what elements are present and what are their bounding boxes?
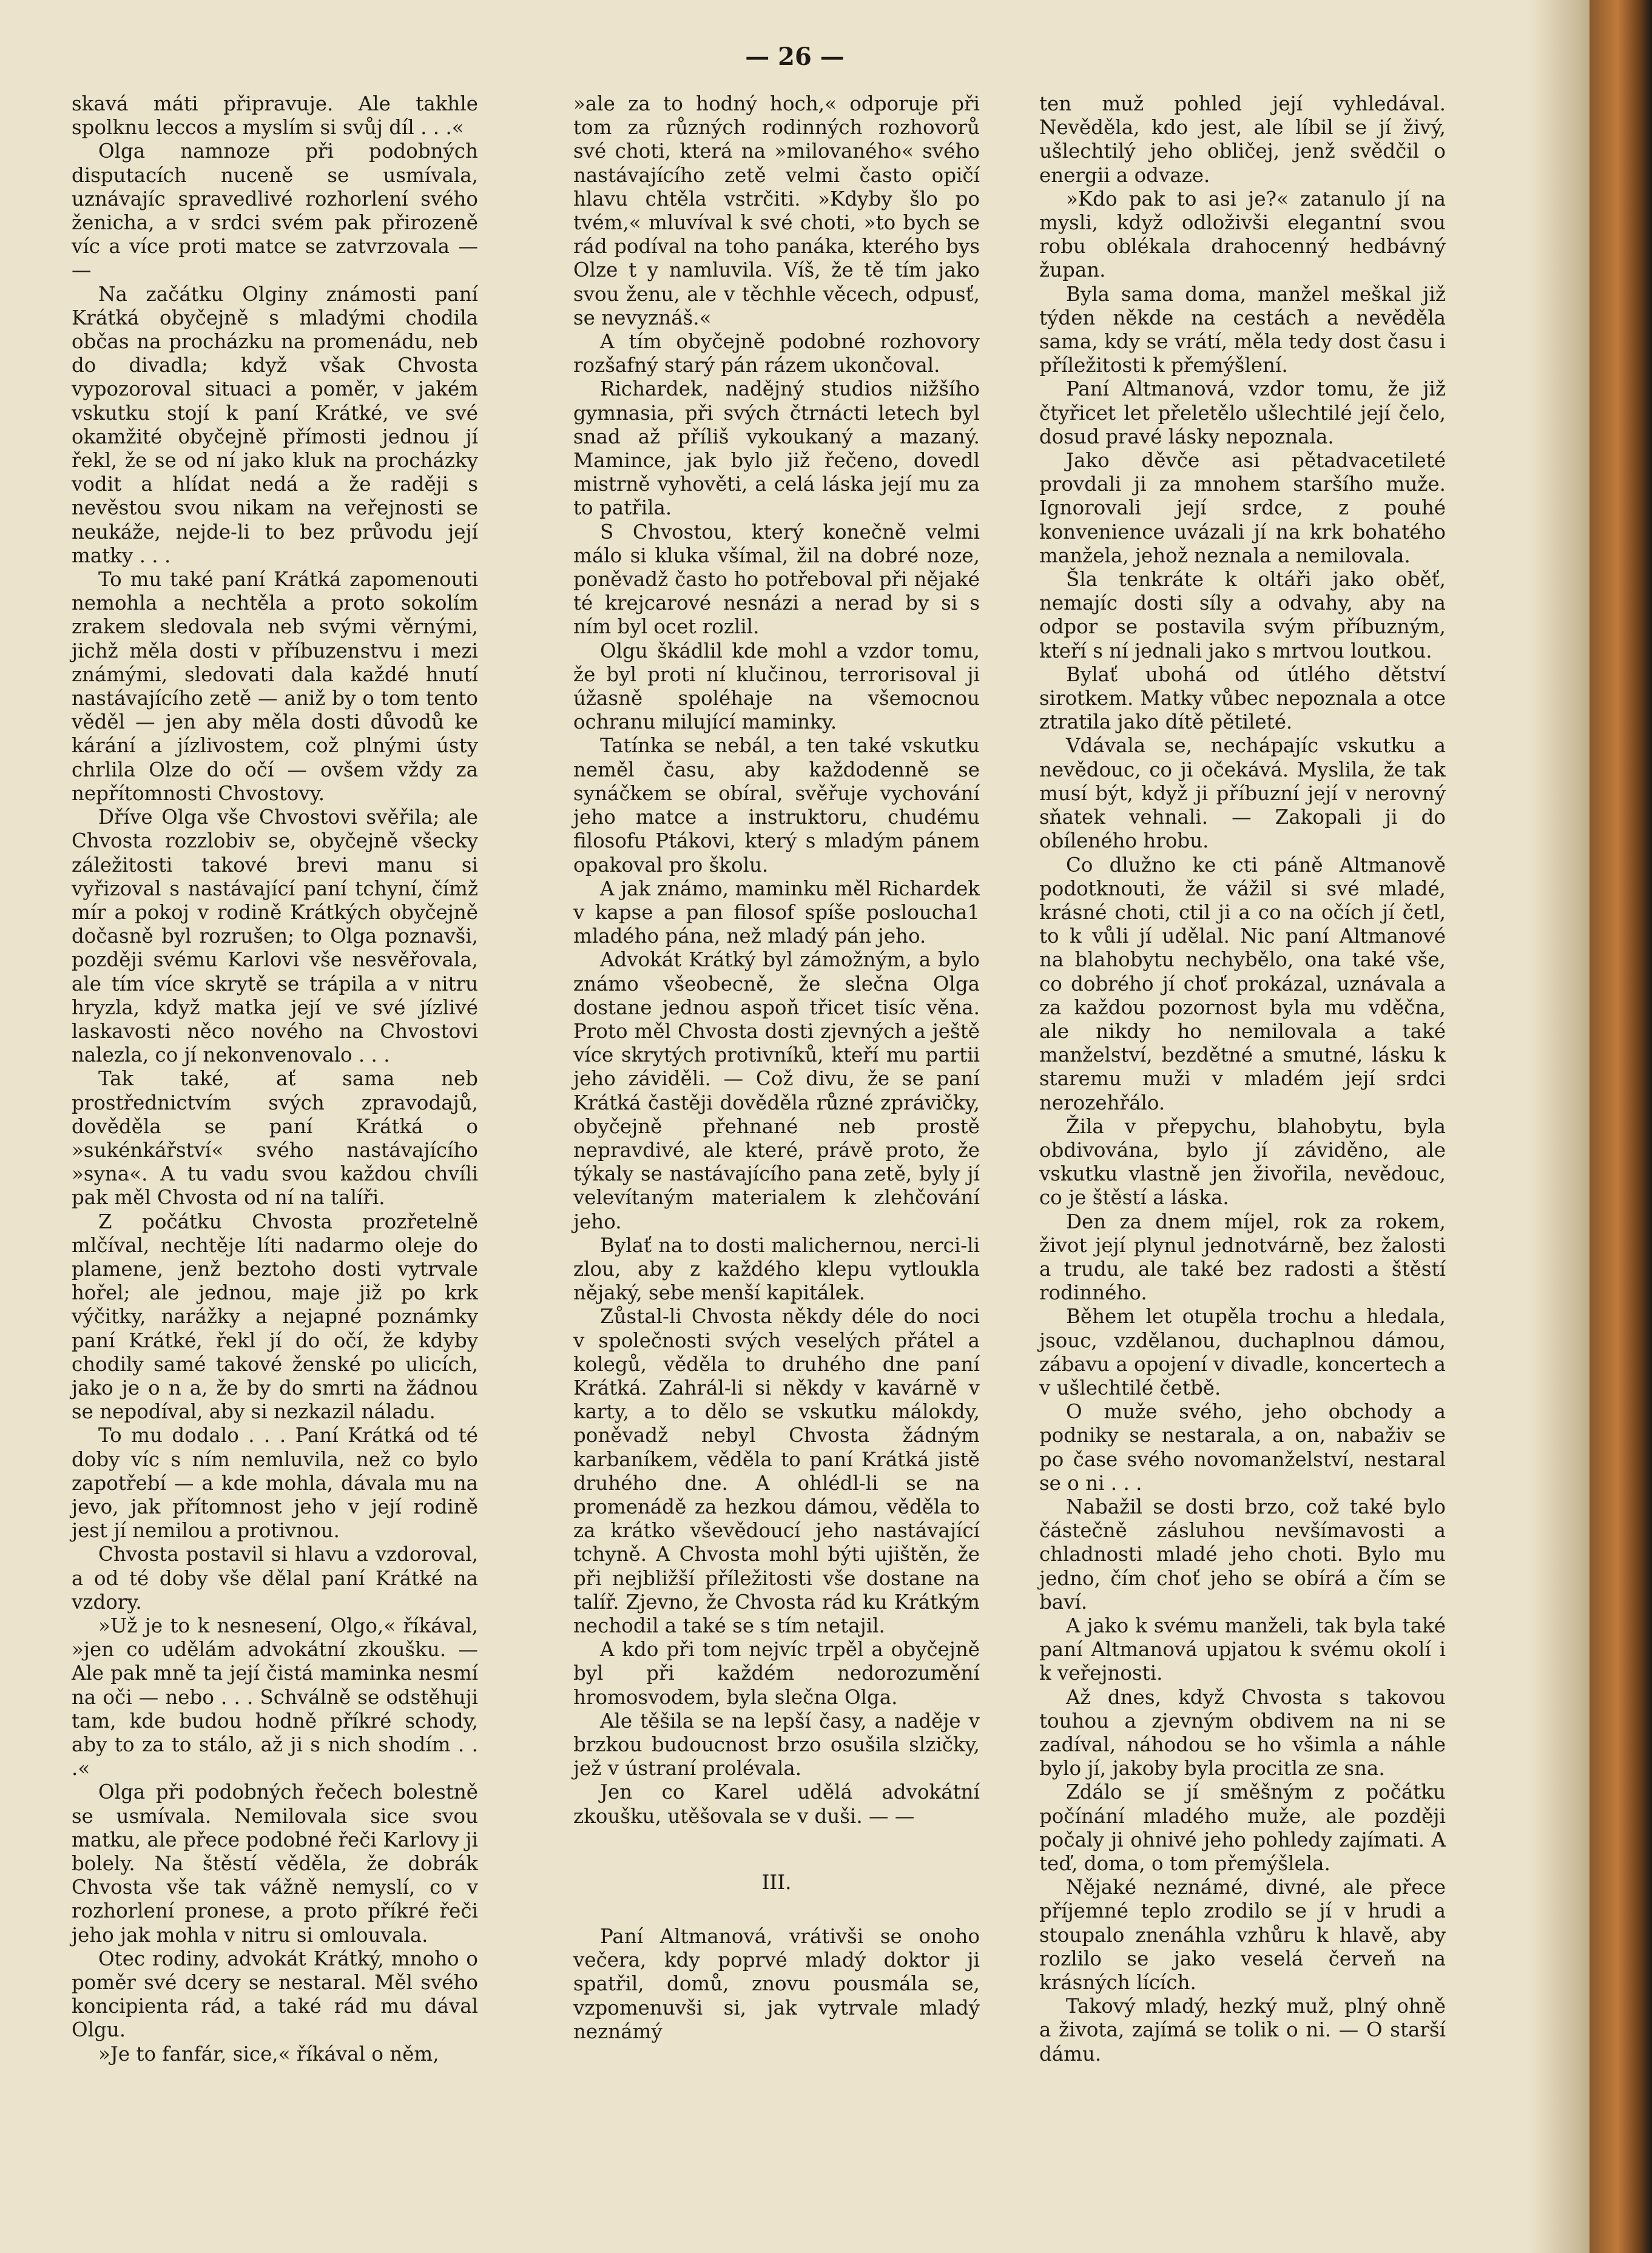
paragraph: Dříve Olga vše Chvostovi svěřila; ale Chvosta rozzlobiv se, obyčejně všecky záležitosti takové brevi manu si vyřizoval s nastávající paní tchyní, čímž mír a pokoj v rodině Krátkých obyčejně dočasně byl rozrušen; to Olga poznavši, později svému Karlovi vše nesvěřovala, ale tím více skrytě se trápila a v nitru hryzla, když matka její ve své jízlivé laskavosti něco nového na Chvostovi nalezla, co jí nekonvenovalo . . .	[72, 806, 478, 1067]
paragraph: S Chvostou, který konečně velmi málo si kluka všímal, žil na dobré noze, poněvadž často ho potřeboval při nějaké té krejcarové nesnázi a nerad by si s ním byl ocet rozlil.	[573, 520, 980, 639]
page-number: — 26 —	[745, 42, 845, 71]
paragraph: Tak také, ať sama neb prostřednictvím svých zpravodajů, dověděla se paní Krátká o »sukénkářství« svého nastávajícího »syna«. A tu vadu svou každou chvíli pak měl Chvosta od ní na talíři.	[72, 1067, 478, 1210]
paragraph: A jak známo, maminku měl Richardek v kapse a pan filosof spíše posloucha1 mladého pána, než mladý pán jeho.	[573, 877, 980, 948]
paragraph: Chvosta postavil si hlavu a vzdoroval, a od té doby vše dělal paní Krátké na vzdory.	[72, 1543, 478, 1614]
paragraph: Z počátku Chvosta prozřetelně mlčíval, nechtěje líti nadarmo oleje do plamene, jenž beztoho dosti vytrvale hořel; ale jednou, maje již po krk výčitky, narážky a nejapné poznámky paní Krátké, řekl jí do očí, že kdyby chodily samé takové ženské po ulicích, jako je o n a, že by do smrti na žádnou se nepodíval, aby si nezkazil náladu.	[72, 1210, 478, 1424]
text-column-middle	[573, 92, 980, 2044]
paragraph: A kdo při tom nejvíc trpěl a obyčejně byl při každém nedorozumění hromosvodem, byla slečna Olga.	[573, 1638, 980, 1709]
paragraph: Šla tenkráte k oltáři jako oběť, nemajíc dosti síly a odvahy, aby na odpor se postavila svým příbuzným, kteří s ní jednali jako s mrtvou loutkou.	[1039, 568, 1446, 662]
book-binding-edge	[1590, 0, 1652, 2253]
paragraph: To mu dodalo . . . Paní Krátká od té doby víc s ním nemluvila, než co bylo zapotřebí — a kde mohla, dávala mu na jevo, jak přítomnost jeho v její rodině jest jí nemilou a protivnou.	[72, 1424, 478, 1543]
paragraph: Otec rodiny, advokát Krátký, mnoho o poměr své dcery se nestaral. Měl svého koncipienta rád, a také rád mu dával Olgu.	[72, 1947, 478, 2042]
paragraph: Olga při podobných řečech bolestně se usmívala. Nemilovala sice svou matku, ale přece podobné řeči Karlovy ji bolely. Na štěstí věděla, že dobrák Chvosta vše tak vážně nemyslí, co v rozhorlení pronese, a proto příkré řeči jeho jak mohla v nitru si omlouvala.	[72, 1780, 478, 1947]
paragraph: Takový mladý, hezký muž, plný ohně a života, zajímá se tolik o ni. — O starší dámu.	[1039, 1995, 1446, 2066]
paragraph: Tatínka se nebál, a ten také vskutku neměl času, aby každodenně se synáčkem se obíral, svěřuje vychování jeho matce a instruktoru, chudému filosofu Ptákovi, který s mladým pánem opakoval pro školu.	[573, 734, 980, 877]
text-column-left	[72, 92, 478, 2066]
paragraph: Bylať ubohá od útlého dětství sirotkem. Matky vůbec nepoznala a otce ztratila jako dítě pětileté.	[1039, 662, 1446, 734]
paragraph: »Už je to k nesnesení, Olgo,« říkával, »jen co udělám advokátní zkoušku. — Ale pak mně ta její čistá maminka nesmí na oči — nebo . . . Schválně se odstěhuji tam, kde budou hodně příkré schody, aby to za to stálo, až ji s nich shodím . . .«	[72, 1614, 478, 1780]
paragraph: Nějaké neznámé, divné, ale přece příjemné teplo zrodilo se jí v hrudi a stoupalo znenáhla vzhůru k hlavě, aby rozlilo se jako veselá červeň na krásných lících.	[1039, 1876, 1446, 1995]
paragraph: To mu také paní Krátká zapomenouti nemohla a nechtěla a proto sokolím zrakem sledovala neb svými věrnými, jichž měla dosti v příbuzenstvu i mezi známými, sledovati dala každé hnutí nastávajícího zetě — aniž by o tom tento věděl — jen aby měla dosti důvodů ke kárání a jízlivostem, což plnými ústy chrlila Olze do očí — ovšem vždy za nepřítomnosti Chvostovy.	[72, 568, 478, 805]
paragraph: Paní Altmanová, vzdor tomu, že již čtyřicet let přeletělo ušlechtilé její čelo, dosud pravé lásky nepoznala.	[1039, 377, 1446, 448]
paragraph: Jako děvče asi pětadvacetileté provdali ji za mnohem staršího muže. Ignorovali její srdce, z pouhé konvenience uvázali jí na krk bohatého manžela, jehož neznala a nemilovala.	[1039, 449, 1446, 567]
paragraph: Olga namnoze při podobných disputacích nuceně se usmívala, uznávajíc spravedlivé rozhorlení svého ženicha, a v srdci svém pak přirozeně víc a více proti matce se zatvrzovala — —	[72, 140, 478, 282]
paragraph: Bylať na to dosti malichernou, nerci-li zlou, aby z každého klepu vytloukla nějaký, sebe menší kapitálek.	[573, 1233, 980, 1305]
paragraph: Co dlužno ke cti páně Altmanově podotknouti, že vážil si své mladé, krásné choti, ctil ji a co na očích jí četl, to k vůli jí udělal. Nic paní Altmanové na blahobytu nechybělo, ona také vše, co dobrého jí choť prokázal, uznávala a za každou pozornost byla mu vděčna, ale nikdy ho nemilovala a také manželství, bezdětné a smutné, lásku k staremu muži v mladém její srdci nerozehřálo.	[1039, 853, 1446, 1114]
paragraph: Paní Altmanová, vrátivši se onoho večera, kdy poprvé mladý doktor ji spatřil, domů, znovu pousmála se, vzpomenuvši si, jak vytrvale mladý neznámý	[573, 1925, 980, 2043]
paragraph: Zdálo se jí směšným z počátku počínání mladého muže, ale později počaly ji ohnivé jeho pohledy zajímati. A teď, doma, o tom přemýšlela.	[1039, 1780, 1446, 1876]
paragraph: »ale za to hodný hoch,« odporuje při tom za různých rodinných rozhovorů své choti, která na »milovaného« svého nastávajícího zetě velmi často opičí hlavu chtěla vstrčiti. »Kdyby šlo po tvém,« mluvíval k své choti, »to bych se rád podíval na toho panáka, kterého bys Olze t y namluvila. Víš, že tě tím jako svou ženu, ale v těchhle věcech, odpusť, se nevyznáš.«	[573, 92, 980, 329]
paragraph: Byla sama doma, manžel meškal již týden někde na cestách a nevěděla sama, kdy se vrátí, měla tedy dost času i příležitosti k přemýšlení.	[1039, 282, 1446, 377]
paragraph: Na začátku Olginy známosti paní Krátká obyčejně s mladými chodila občas na procházku na promenádu, neb do divadla; když však Chvosta vypozoroval situaci a poměr, v jakém vskutku stojí k paní Krátké, ve své okamžité obyčejně přímosti jednou jí řekl, že se od ní jako kluk na procházky vodit a hlídat nedá a že raději s nevěstou svou nikam na veřejnosti se neukáže, nejde-li to bez průvodu její matky . . .	[72, 282, 478, 567]
paragraph: Během let otupěla trochu a hledala, jsouc, vzdělanou, duchaplnou dámou, zábavu a opojení v divadle, koncertech a v ušlechtilé četbě.	[1039, 1305, 1446, 1399]
paragraph: Vdávala se, nechápajíc vskutku a nevědouc, co ji očekává. Myslila, že tak musí být, když ji příbuzní její v nerovný sňatek vehnali. — Zakopali ji do obíleného hrobu.	[1039, 734, 1446, 853]
paragraph: Jen co Karel udělá advokátní zkoušku, utěšovala se v duši. — —	[573, 1780, 980, 1828]
paragraph: O muže svého, jeho obchody a podniky se nestarala, a on, nabaživ se po čase svého novomanželství, nestaral se o ni . . .	[1039, 1400, 1446, 1495]
paragraph: Advokát Krátký byl zámožným, a bylo známo všeobecně, že slečna Olga dostane jednou aspoň třicet tisíc věna. Proto měl Chvosta dosti zjevných a ještě více skrytých protivníků, kteří mu partii jeho záviděli. — Což divu, že se paní Krátká častěji dověděla různé zprávičky, obyčejně přehnané neb prostě nepravdivé, ale které, právě proto, že týkaly se nastávajícího pana zetě, byly jí velevítaným materialem k zlehčování jeho.	[573, 948, 980, 1233]
paragraph: Až dnes, když Chvosta s takovou touhou a zjevným obdivem na ni se zadíval, náhodou se ho všimla a náhle bylo jí, jakoby byla procitla ze sna.	[1039, 1685, 1446, 1780]
paragraph: »Je to fanfár, sice,« říkával o něm,	[98, 2042, 439, 2066]
paragraph: »Kdo pak to asi je?« zatanulo jí na mysli, když odloživši elegantní svou robu oblékala drahocenný hedbávný župan.	[1039, 187, 1446, 282]
paragraph: Olgu škádlil kde mohl a vzdor tomu, že byl proti ní klučinou, terrorisoval ji úžasně spoléhaje na všemocnou ochranu milující maminky.	[573, 639, 980, 734]
paragraph: Ale těšila se na lepší časy, a naděje v brzkou budoucnost brzo osušila slzičky, jež v ústraní prolévala.	[573, 1709, 980, 1780]
paragraph: Žila v přepychu, blahobytu, byla obdivována, bylo jí záviděno, ale vskutku vlastně jen živořila, nevědouc, co je štěstí a láska.	[1039, 1114, 1446, 1210]
text-column-right	[1039, 92, 1446, 2066]
chapter-heading: III.	[761, 1870, 792, 1894]
paragraph: Den za dnem míjel, rok za rokem, život její plynul jednotvárně, bez žalosti a trudu, ale také bez radosti a štěstí rodinného.	[1039, 1210, 1446, 1305]
paragraph: Richardek, nadějný studios nižšího gymnasia, při svých čtrnácti letech byl snad až příliš vykoukaný a mazaný. Mamince, jak bylo již řečeno, dovedl mistrně vyhověti, a celá láska její mu za to patřila.	[573, 377, 980, 520]
paragraph: A jako k svému manželi, tak byla také paní Altmanová upjatou k svému okolí i k veřejnosti.	[1039, 1614, 1446, 1685]
paragraph: Nabažil se dosti brzo, což také bylo částečně zásluhou nevšímavosti a chladnosti mladé jeho choti. Bylo mu jedno, čím choť jeho se obírá a čím se baví.	[1039, 1495, 1446, 1614]
paragraph: skavá máti připravuje. Ale takhle spolknu leccos a myslím si svůj díl . . .«	[72, 92, 478, 140]
paragraph: Zůstal-li Chvosta někdy déle do noci v společnosti svých veselých přátel a kolegů, věděla to druhého dne paní Krátká. Zahrál-li si někdy v kavárně v karty, a to dělo se vskutku málokdy, poněvadž nebyl Chvosta žádným karbaníkem, věděla to paní Krátká jistě druhého dne. A ohlédl-li se na promenádě za hezkou dámou, věděla to za krátko vševědoucí jeho nastávající tchyně. A Chvosta mohl býti ujištěn, že při nejbližší příležitosti vše dostane na talíř. Zjevno, že Chvosta rád ku Krátkým nechodil a také se s tím netajil.	[573, 1305, 980, 1637]
paragraph: ten muž pohled její vyhledával. Nevěděla, kdo jest, ale líbil se jí živý, ušlechtilý jeho obličej, jenž svědčil o energii a odvaze.	[1039, 92, 1446, 187]
paragraph: A tím obyčejně podobné rozhovory rozšafný starý pán rázem ukončoval.	[573, 330, 980, 377]
